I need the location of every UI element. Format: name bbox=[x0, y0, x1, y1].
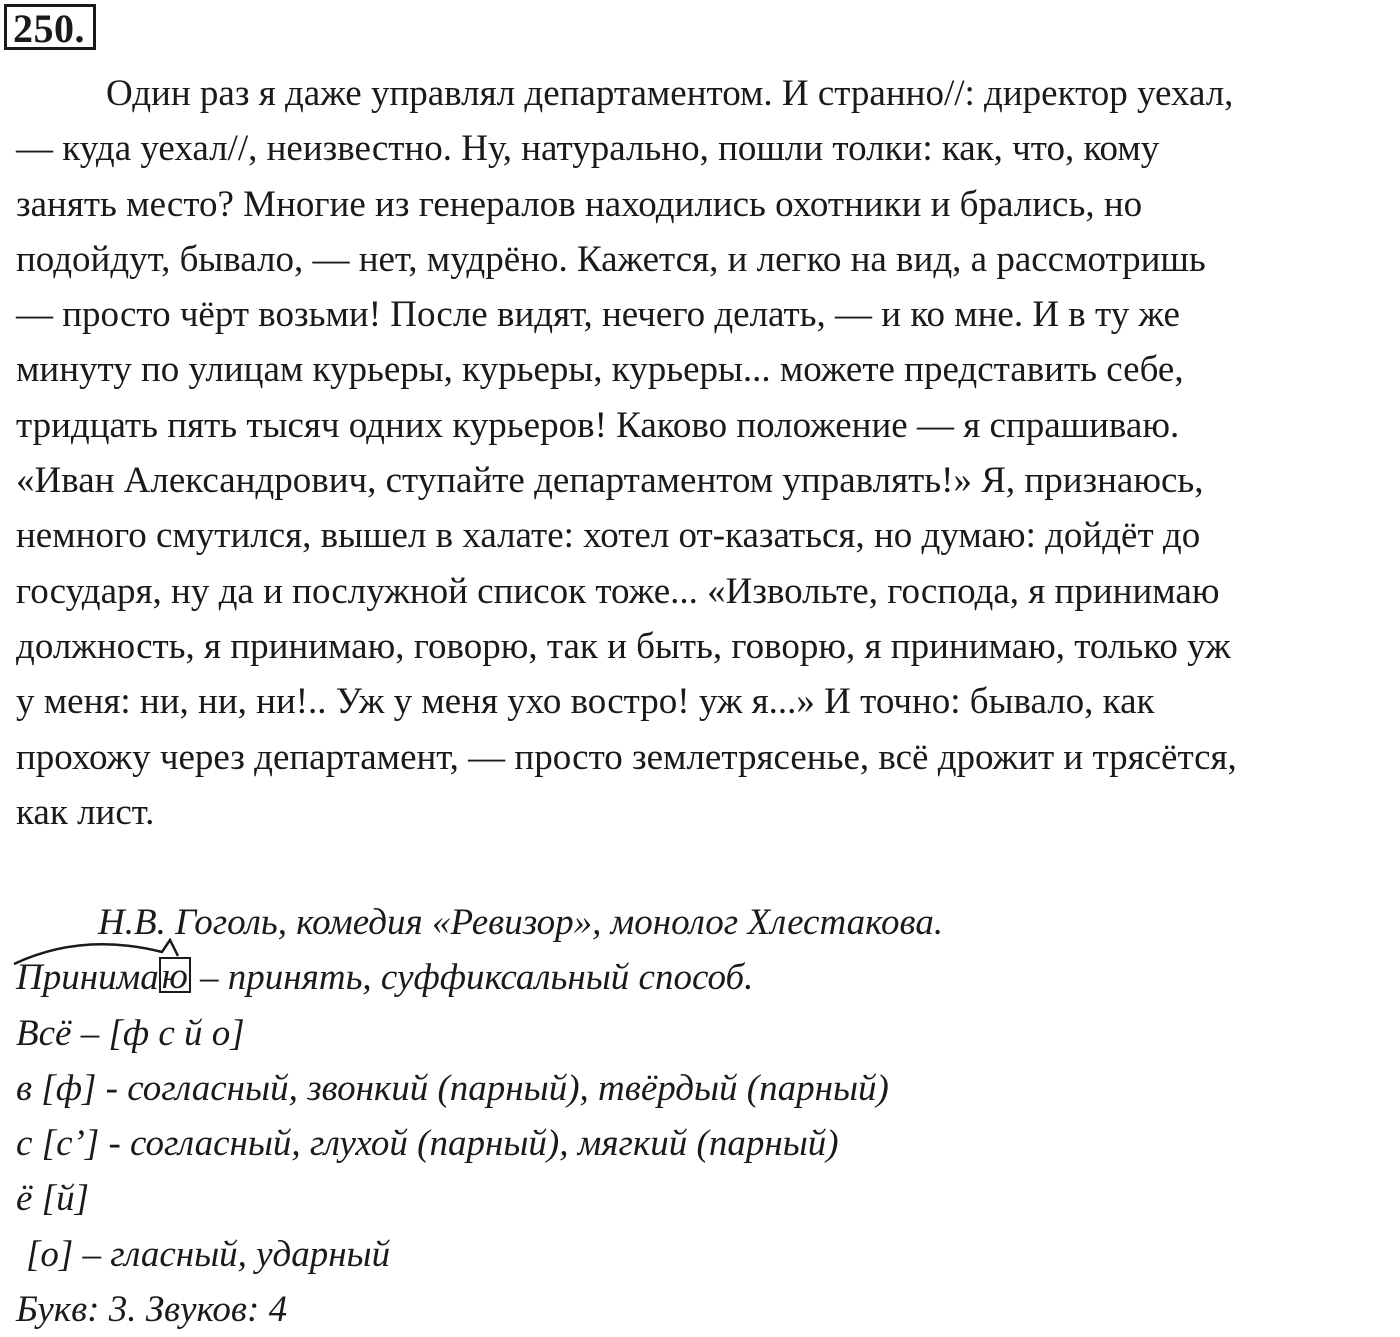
text-line: — куда уехал//, неизвестно. Ну, натурально, пошли толки: как, что, кому bbox=[16, 128, 1160, 170]
word-stem: Принима bbox=[16, 957, 159, 999]
text-line: подойдут, бывало, — нет, мудрёно. Кажется, и легко на вид, а рассмотришь bbox=[16, 238, 1206, 280]
sound-line: с [с’] - согласный, глухой (парный), мягкий (парный) bbox=[16, 1123, 839, 1165]
word-ending: ю bbox=[159, 957, 191, 993]
sound-line: [о] – гласный, ударный bbox=[26, 1233, 391, 1275]
text-line: минуту по улицам курьеры, курьеры, курьеры... можете представить себе, bbox=[16, 349, 1184, 391]
exercise-text bbox=[16, 66, 1396, 840]
phonetic-transcription: Всё – [ф с й о] bbox=[16, 1012, 245, 1054]
letters-sounds-summary: Букв: 3. Звуков: 4 bbox=[16, 1289, 288, 1331]
source-attribution: Н.В. Гоголь, комедия «Ревизор», монолог Хлестакова. bbox=[98, 902, 944, 943]
text-line: должность, я принимаю, говорю, так и быть, говорю, я принимаю, только уж bbox=[16, 625, 1231, 667]
word-formation-line bbox=[16, 950, 1396, 1005]
sound-line: ё [й] bbox=[16, 1178, 89, 1220]
text-line: как лист. bbox=[16, 791, 155, 833]
text-line: — просто чёрт возьми! После видят, нечего делать, — и ко мне. И в ту же bbox=[16, 294, 1180, 336]
analysis-block bbox=[16, 895, 1396, 1337]
text-line: занять место? Многие из генералов находились охотники и брались, но bbox=[16, 183, 1143, 225]
text-line: тридцать пять тысяч одних курьеров! Каково положение — я спрашиваю. bbox=[16, 404, 1180, 446]
text-line: у меня: ни, ни, ни!.. Уж у меня ухо востро! уж я...» И точно: бывало, как bbox=[16, 681, 1155, 723]
word-morphemes bbox=[16, 950, 191, 1005]
text-line: «Иван Александрович, ступайте департаментом управлять!» Я, признаюсь, bbox=[16, 460, 1204, 502]
text-line: государя, ну да и послужной список тоже... «Извольте, господа, я принимаю bbox=[16, 570, 1220, 612]
word-formation-text: – принять, суффиксальный способ. bbox=[200, 957, 754, 999]
text-line: немного смутился, вышел в халате: хотел от-казаться, но думаю: дойдёт до bbox=[16, 515, 1201, 557]
sound-line: в [ф] - согласный, звонкий (парный), твёрдый (парный) bbox=[16, 1067, 889, 1109]
text-line: прохожу через департамент, — просто землетрясенье, всё дрожит и трясётся, bbox=[16, 736, 1237, 778]
text-line: Один раз я даже управлял департаментом. И странно//: директор уехал, bbox=[106, 73, 1234, 114]
exercise-number: 250. bbox=[4, 4, 96, 50]
